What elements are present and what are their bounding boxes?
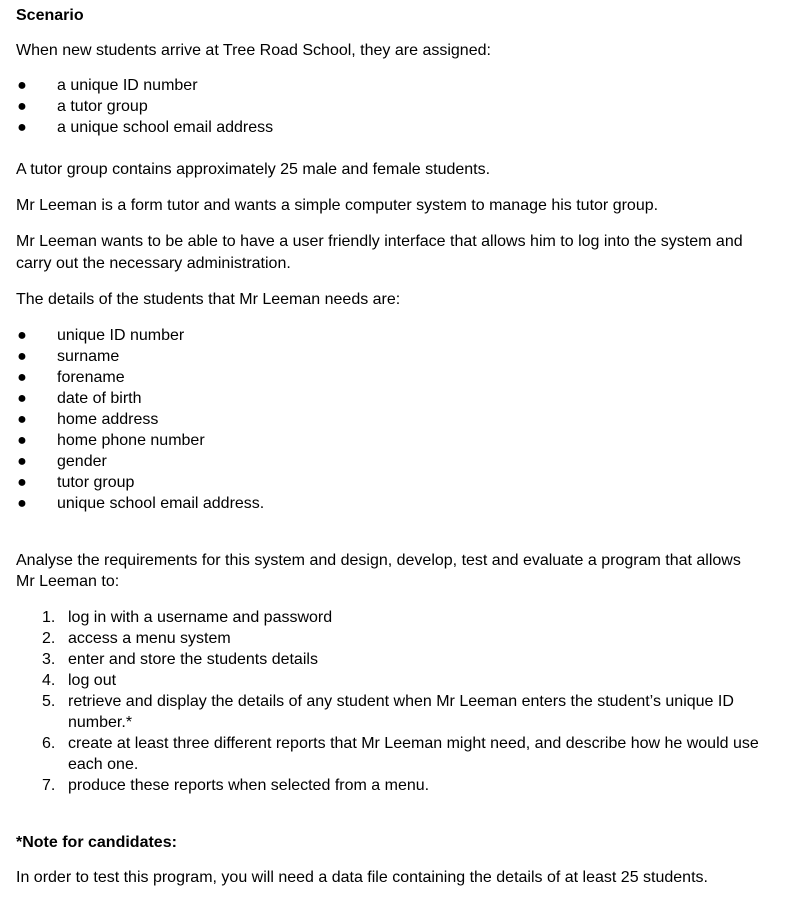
bullet-icon: ● bbox=[17, 453, 27, 470]
bullet-icon: ● bbox=[17, 432, 27, 449]
bullet-icon: ● bbox=[17, 369, 27, 386]
bullet-icon: ● bbox=[17, 474, 27, 491]
list-number: 6. bbox=[42, 735, 56, 752]
list-item: ● a unique ID number bbox=[17, 77, 198, 94]
list-item: 2. access a menu system bbox=[42, 630, 231, 647]
bullet-icon: ● bbox=[17, 327, 27, 344]
assigned-items-list bbox=[16, 75, 776, 138]
tutor-group-paragraph: A tutor group contains approximately 25 male and female students. bbox=[16, 161, 491, 178]
list-item: ● tutor group bbox=[17, 474, 135, 491]
note-heading: *Note for candidates: bbox=[16, 834, 177, 851]
bullet-icon: ● bbox=[17, 98, 27, 115]
list-item: ● gender bbox=[17, 453, 107, 470]
list-number: 5. bbox=[42, 693, 56, 710]
bullet-icon: ● bbox=[17, 77, 27, 94]
interface-paragraph: Mr Leeman wants to be able to have a user friendly interface that allows him to log into the system and carry out the necessary administration. bbox=[16, 233, 743, 272]
list-number: 4. bbox=[42, 672, 56, 689]
list-item: ● home phone number bbox=[17, 432, 205, 449]
bullet-icon: ● bbox=[17, 348, 27, 365]
form-tutor-paragraph: Mr Leeman is a form tutor and wants a simple computer system to manage his tutor group. bbox=[16, 197, 659, 214]
list-item: ● date of birth bbox=[17, 390, 142, 407]
list-item: ● unique school email address. bbox=[17, 495, 265, 512]
list-item: 3. enter and store the students details bbox=[42, 651, 318, 668]
list-item: ● unique ID number bbox=[17, 327, 185, 344]
list-item: 6. create at least three different reports that Mr Leeman might need, and describe how he would use each one. bbox=[42, 735, 759, 773]
list-number: 3. bbox=[42, 651, 56, 668]
bullet-icon: ● bbox=[17, 119, 27, 136]
list-item: ● a unique school email address bbox=[17, 119, 274, 136]
student-details-list bbox=[16, 325, 776, 514]
list-number: 7. bbox=[42, 777, 56, 794]
note-paragraph: In order to test this program, you will need a data file containing the details of at least 25 students. bbox=[16, 869, 708, 886]
bullet-icon: ● bbox=[17, 390, 27, 407]
intro-paragraph: When new students arrive at Tree Road School, they are assigned: bbox=[16, 42, 491, 59]
list-item: ● forename bbox=[17, 369, 125, 386]
bullet-icon: ● bbox=[17, 495, 27, 512]
list-item: ● a tutor group bbox=[17, 98, 148, 115]
list-item: 5. retrieve and display the details of any student when Mr Leeman enters the student’s unique ID number.* bbox=[42, 693, 734, 731]
list-number: 1. bbox=[42, 609, 56, 626]
list-number: 2. bbox=[42, 630, 56, 647]
list-item: 7. produce these reports when selected from a menu. bbox=[42, 777, 430, 794]
scenario-heading: Scenario bbox=[16, 7, 84, 24]
list-item: ● surname bbox=[17, 348, 120, 365]
details-intro-paragraph: The details of the students that Mr Leeman needs are: bbox=[16, 291, 401, 308]
requirements-list bbox=[16, 607, 776, 796]
list-item: ● home address bbox=[17, 411, 159, 428]
list-item: 1. log in with a username and password bbox=[42, 609, 333, 626]
bullet-icon: ● bbox=[17, 411, 27, 428]
analyse-paragraph: Analyse the requirements for this system and design, develop, test and evaluate a program that allows Mr Leeman to: bbox=[16, 552, 741, 590]
list-item: 4. log out bbox=[42, 672, 117, 689]
